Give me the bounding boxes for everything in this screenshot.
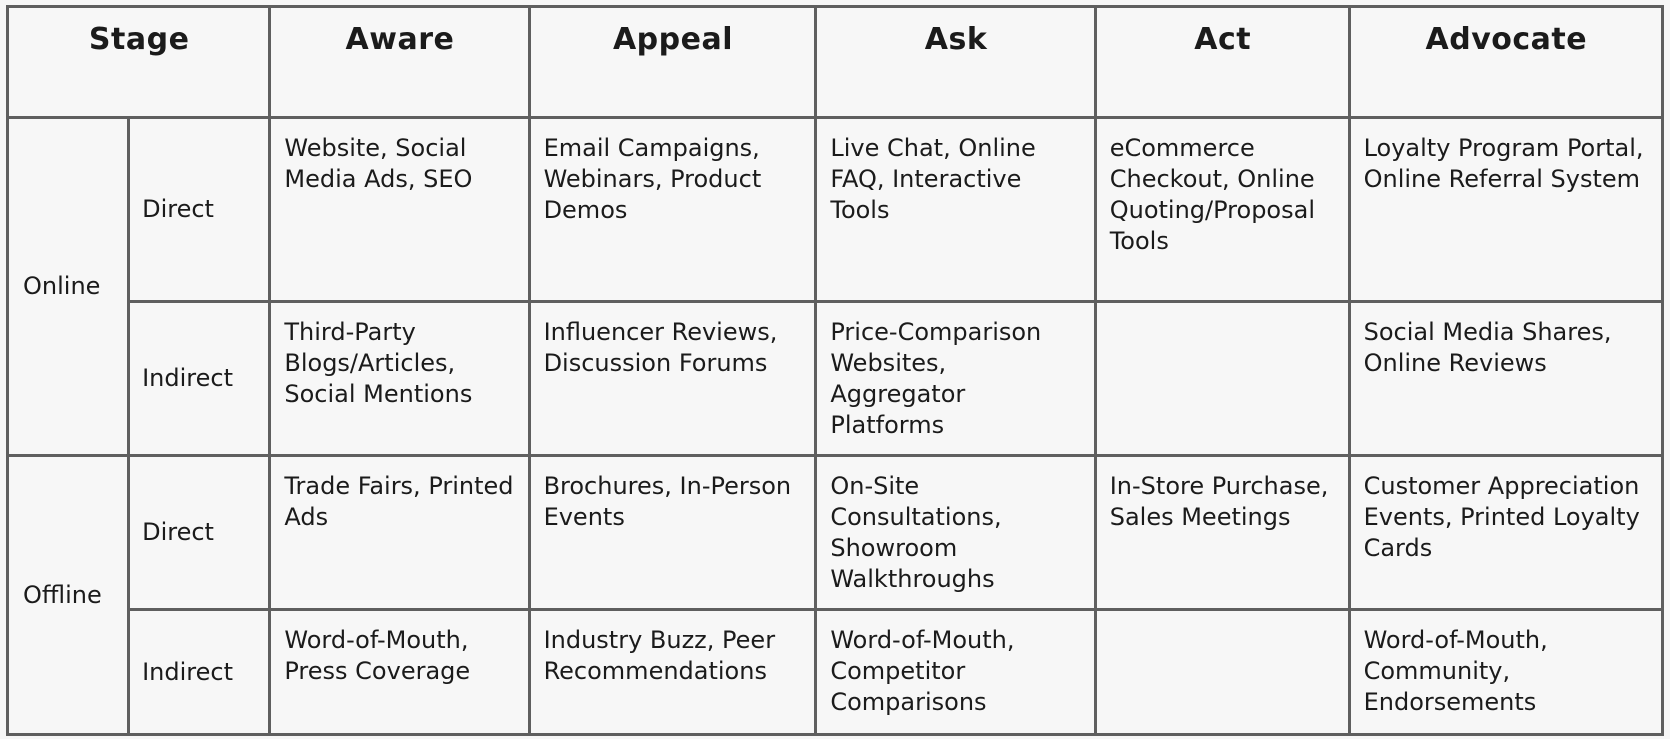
table-row [8,456,1663,610]
table-row [8,118,1663,302]
header-row [8,7,1663,118]
act-cell [1095,302,1349,456]
channel-type-cell: Indirect [129,302,270,456]
channel-type-cell: Direct [129,456,270,610]
header-stage: Stage [8,7,270,118]
header-aware: Aware [270,7,529,118]
ask-cell: Price-Comparison Websites, Aggregator Platforms [816,302,1095,456]
aware-cell: Website, Social Media Ads, SEO [270,118,529,302]
ask-cell: On-Site Consultations, Showroom Walkthroughs [816,456,1095,610]
channel-type-cell: Direct [129,118,270,302]
mode-online: Online [8,118,129,456]
table-row [8,302,1663,456]
header-act: Act [1095,7,1349,118]
header-ask: Ask [816,7,1095,118]
appeal-cell: Influencer Reviews, Discussion Forums [529,302,816,456]
table-row [8,610,1663,735]
advocate-cell: Word-of-Mouth, Community, Endorsements [1349,610,1662,735]
aware-cell: Third-Party Blogs/Articles, Social Mentions [270,302,529,456]
ask-cell: Live Chat, Online FAQ, Interactive Tools [816,118,1095,302]
advocate-cell: Loyalty Program Portal, Online Referral System [1349,118,1662,302]
ask-cell: Word-of-Mouth, Competitor Comparisons [816,610,1095,735]
header-appeal: Appeal [529,7,816,118]
appeal-cell: Email Campaigns, Webinars, Product Demos [529,118,816,302]
aware-cell: Word-of-Mouth, Press Coverage [270,610,529,735]
customer-journey-table [6,5,1664,736]
appeal-cell: Brochures, In-Person Events [529,456,816,610]
advocate-cell: Customer Appreciation Events, Printed Loyalty Cards [1349,456,1662,610]
act-cell: eCommerce Checkout, Online Quoting/Proposal Tools [1095,118,1349,302]
channel-type-cell: Indirect [129,610,270,735]
act-cell [1095,610,1349,735]
act-cell: In-Store Purchase, Sales Meetings [1095,456,1349,610]
appeal-cell: Industry Buzz, Peer Recommendations [529,610,816,735]
advocate-cell: Social Media Shares, Online Reviews [1349,302,1662,456]
aware-cell: Trade Fairs, Printed Ads [270,456,529,610]
header-advocate: Advocate [1349,7,1662,118]
mode-offline: Offline [8,456,129,735]
